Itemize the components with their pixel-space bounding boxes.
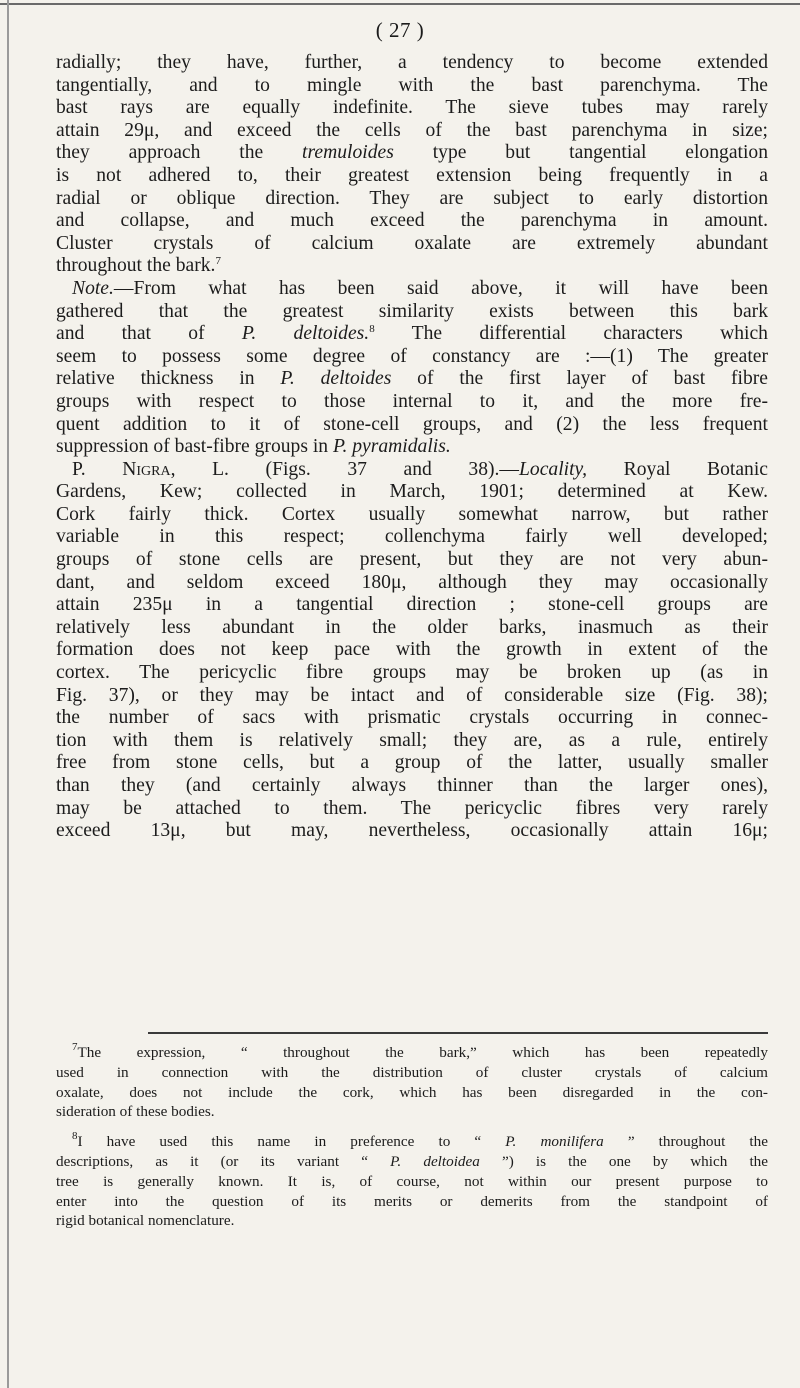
body-line: they approach the tremuloides type but tangential elongation bbox=[56, 142, 768, 164]
footnotes bbox=[56, 1043, 768, 1231]
nigra-line: dant, and seldom exceed 180μ, although they may occasionally bbox=[56, 571, 768, 593]
nigra-line: groups of stone cells are present, but they are not very abun- bbox=[56, 549, 768, 571]
footnote-7-line: $^7$The expression, “ throughout the bark,” which has been repeatedly bbox=[72, 1041, 768, 1061]
note-line: groups with respect to those internal to it, and the more fre- bbox=[56, 390, 768, 412]
body-line: bast rays are equally indefinite. The sieve tubes may rarely bbox=[56, 97, 768, 119]
nigra-line: Cork fairly thick. Cortex usually somewhat narrow, but rather bbox=[56, 503, 768, 525]
footnote-8-line: enter into the question of its merits or demerits from the standpoint of bbox=[56, 1192, 768, 1210]
nigra-line: attain 235μ in a tangential direction ; stone-cell groups are bbox=[56, 594, 768, 616]
nigra-line: the number of sacs with prismatic crystals occurring in connec- bbox=[56, 707, 768, 729]
footnote-8-line: $^8$I have used this name in preference to “ P. monilifera ” throughout the bbox=[72, 1130, 768, 1151]
body-line: radially; they have, further, a tendency to become extended bbox=[56, 52, 768, 73]
nigra-line: may be attached to them. The pericyclic fibres very rarely bbox=[56, 797, 768, 819]
note-line: suppression of bast-fibre groups in P. pyramidalis. bbox=[56, 436, 451, 458]
footnote-7-line: used in connection with the distribution of cluster crystals of calcium bbox=[56, 1063, 768, 1081]
nigra-line: tion with them is relatively small; they are, as a rule, entirely bbox=[56, 729, 768, 751]
italic-term: P. deltoides bbox=[280, 368, 392, 390]
page-number: ( 27 ) bbox=[375, 18, 425, 42]
nigra-line: P. Nigra, L. (Figs. 37 and 38).—Locality, Royal Botanic bbox=[72, 458, 768, 480]
body-text bbox=[56, 52, 768, 843]
footnote-ref-8[interactable]: 8 bbox=[369, 323, 375, 336]
nigra-line: variable in this respect; collenchyma fairly well developed; bbox=[56, 526, 768, 548]
footnote-ref-7[interactable]: 7 bbox=[215, 255, 221, 268]
footnote-8-line: tree is generally known. It is, of course, not within our present purpose to bbox=[56, 1172, 768, 1190]
note-line: gathered that the greatest similarity exists between this bark bbox=[56, 300, 768, 322]
note-line: quent addition to it of stone-cell groups, and (2) the less frequent bbox=[56, 413, 768, 435]
footnote-8-line: descriptions, as it (or its variant “ P. deltoidea ”) is the one by which the bbox=[56, 1152, 768, 1170]
nigra-line: free from stone cells, but a group of the latter, usually smaller bbox=[56, 752, 768, 774]
body-line: and collapse, and much exceed the parenchyma in amount. bbox=[56, 210, 768, 232]
body-line: is not adhered to, their greatest extension being frequently in a bbox=[56, 164, 768, 186]
note-line: seem to possess some degree of constancy are :—(1) The greater bbox=[56, 345, 768, 367]
nigra-line: Fig. 37), or they may be intact and of considerable size (Fig. 38); bbox=[56, 684, 768, 706]
top-edge-rule bbox=[0, 3, 800, 5]
body-line: attain 29μ, and exceed the cells of the bast parenchyma in size; bbox=[56, 119, 768, 141]
species-heading: P. Nigra, L. bbox=[72, 458, 229, 480]
body-line: tangentially, and to mingle with the bast parenchyma. The bbox=[56, 74, 768, 96]
nigra-line: than they (and certainly always thinner than the larger ones), bbox=[56, 775, 768, 796]
nigra-line: formation does not keep pace with the growth in extent of the bbox=[56, 639, 768, 661]
body-line: throughout the bark.$^7$ bbox=[56, 255, 221, 277]
body-line: radial or oblique direction. They are subject to early distortion bbox=[56, 187, 768, 209]
note-label: Note. bbox=[72, 277, 114, 299]
footnote-7-line: oxalate, does not include the cork, which has been disregarded in the con- bbox=[56, 1083, 768, 1101]
left-edge-rule bbox=[7, 0, 9, 1388]
italic-term: Locality, bbox=[519, 458, 588, 480]
nigra-line: relatively less abundant in the older barks, inasmuch as their bbox=[56, 616, 768, 638]
footnote-divider bbox=[148, 1032, 768, 1034]
footnote-8-line: rigid botanical nomenclature. bbox=[56, 1212, 235, 1230]
nigra-line: cortex. The pericyclic fibre groups may be broken up (as in bbox=[56, 662, 768, 684]
note-line: and that of P. deltoides.$^8$ The differential characters which bbox=[56, 323, 768, 345]
italic-term: P. pyramidalis. bbox=[333, 436, 451, 458]
italic-term: P. deltoides. bbox=[241, 323, 370, 345]
nigra-line: exceed 13μ, but may, nevertheless, occasionally attain 16μ; bbox=[56, 820, 768, 842]
footnote-marker-7: 7 bbox=[72, 1041, 78, 1053]
footnote-7-line: sideration of these bodies. bbox=[56, 1103, 215, 1121]
footnote-marker-8: 8 bbox=[72, 1130, 78, 1143]
body-line: Cluster crystals of calcium oxalate are extremely abundant bbox=[56, 232, 768, 254]
note-line: Note.—From what has been said above, it will have been bbox=[72, 277, 768, 299]
italic-term: tremuloides bbox=[302, 142, 394, 164]
note-line: relative thickness in P. deltoides of the first layer of bast fibre bbox=[56, 368, 769, 390]
nigra-line: Gardens, Kew; collected in March, 1901; determined at Kew. bbox=[56, 481, 768, 503]
